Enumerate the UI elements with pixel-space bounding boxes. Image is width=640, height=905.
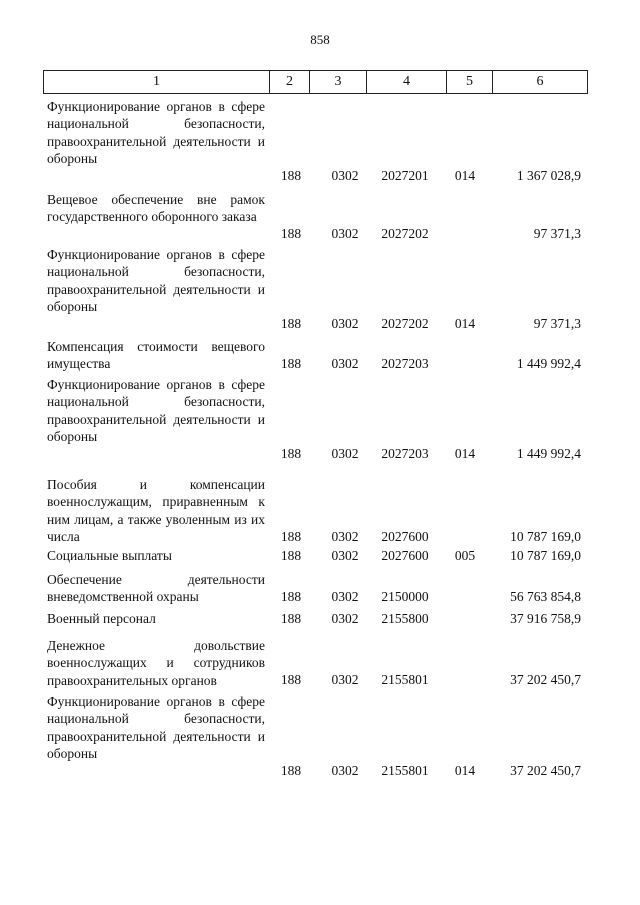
row-amount: 56 763 854,8 bbox=[510, 589, 581, 604]
row-code-4: 2155800 bbox=[381, 611, 429, 626]
row-code-3: 0302 bbox=[331, 672, 359, 687]
row-code-3: 0302 bbox=[331, 446, 359, 461]
row-amount: 10 787 169,0 bbox=[510, 548, 581, 563]
header-col-5: 5 bbox=[447, 71, 493, 93]
row-code-3: 0302 bbox=[331, 226, 359, 241]
table-header bbox=[43, 70, 588, 94]
row-description: Социальные выплаты bbox=[47, 548, 172, 563]
header-col-1: 1 bbox=[44, 71, 270, 93]
row-code-3: 0302 bbox=[331, 548, 359, 563]
row-code-4: 2027202 bbox=[381, 316, 429, 331]
row-code-4: 2027600 bbox=[381, 548, 429, 563]
header-col-3: 3 bbox=[310, 71, 367, 93]
row-code-4: 2027203 bbox=[381, 356, 429, 371]
row-description: Функционирование органов в сфере национальной безопасности, правоохранительной деятельности и обороны bbox=[47, 247, 265, 314]
row-amount: 97 371,3 bbox=[533, 316, 581, 331]
row-description: Денежное довольствие военнослужащих и сотрудников правоохранительных органов bbox=[47, 638, 265, 688]
header-col-4: 4 bbox=[367, 71, 447, 93]
row-code-2: 188 bbox=[280, 611, 302, 626]
row-amount: 10 787 169,0 bbox=[510, 529, 581, 544]
row-code-3: 0302 bbox=[331, 763, 359, 778]
page-number: 858 bbox=[310, 32, 330, 47]
row-code-2: 188 bbox=[280, 356, 302, 371]
row-code-3: 0302 bbox=[331, 529, 359, 544]
row-amount: 37 916 758,9 bbox=[510, 611, 581, 626]
row-amount: 37 202 450,7 bbox=[510, 672, 581, 687]
row-code-4: 2027202 bbox=[381, 226, 429, 241]
row-code-2: 188 bbox=[280, 446, 302, 461]
row-code-4: 2155801 bbox=[381, 672, 429, 687]
row-code-5: 014 bbox=[454, 168, 476, 183]
row-code-4: 2027203 bbox=[381, 446, 429, 461]
row-code-2: 188 bbox=[280, 316, 302, 331]
row-description: Вещевое обеспечение вне рамок государственного оборонного заказа bbox=[47, 192, 265, 225]
row-code-4: 2027201 bbox=[381, 168, 429, 183]
row-amount: 37 202 450,7 bbox=[510, 763, 581, 778]
row-code-5: 014 bbox=[454, 763, 476, 778]
row-amount: 1 449 992,4 bbox=[516, 446, 581, 461]
row-description: Функционирование органов в сфере национальной безопасности, правоохранительной деятельности и обороны bbox=[47, 99, 265, 166]
row-code-4: 2155801 bbox=[381, 763, 429, 778]
row-code-4: 2027600 bbox=[381, 529, 429, 544]
row-code-2: 188 bbox=[280, 672, 302, 687]
row-code-5: 014 bbox=[454, 316, 476, 331]
row-code-3: 0302 bbox=[331, 589, 359, 604]
row-code-2: 188 bbox=[280, 548, 302, 563]
row-amount: 1 449 992,4 bbox=[516, 356, 581, 371]
row-code-5: 005 bbox=[454, 548, 476, 563]
row-description: Компенсация стоимости вещевого имущества bbox=[47, 339, 265, 372]
header-col-2: 2 bbox=[270, 71, 310, 93]
row-code-5: 014 bbox=[454, 446, 476, 461]
row-code-4: 2150000 bbox=[381, 589, 429, 604]
row-code-3: 0302 bbox=[331, 611, 359, 626]
row-description: Военный персонал bbox=[47, 611, 156, 626]
row-code-3: 0302 bbox=[331, 168, 359, 183]
row-amount: 1 367 028,9 bbox=[516, 168, 581, 183]
header-col-6: 6 bbox=[536, 74, 544, 89]
row-description: Функционирование органов в сфере национальной безопасности, правоохранительной деятельности и обороны bbox=[47, 694, 265, 761]
row-description: Функционирование органов в сфере национальной безопасности, правоохранительной деятельности и обороны bbox=[47, 377, 265, 444]
row-description: Обеспечение деятельности вневедомственной охраны bbox=[47, 572, 265, 605]
row-code-2: 188 bbox=[280, 168, 302, 183]
row-code-3: 0302 bbox=[331, 356, 359, 371]
row-amount: 97 371,3 bbox=[533, 226, 581, 241]
row-code-2: 188 bbox=[280, 589, 302, 604]
row-description: Пособия и компенсации военнослужащим, приравненным к ним лицам, а также уволенным из их числа bbox=[47, 477, 265, 544]
row-code-2: 188 bbox=[280, 763, 302, 778]
row-code-3: 0302 bbox=[331, 316, 359, 331]
row-code-2: 188 bbox=[280, 226, 302, 241]
row-code-2: 188 bbox=[280, 529, 302, 544]
